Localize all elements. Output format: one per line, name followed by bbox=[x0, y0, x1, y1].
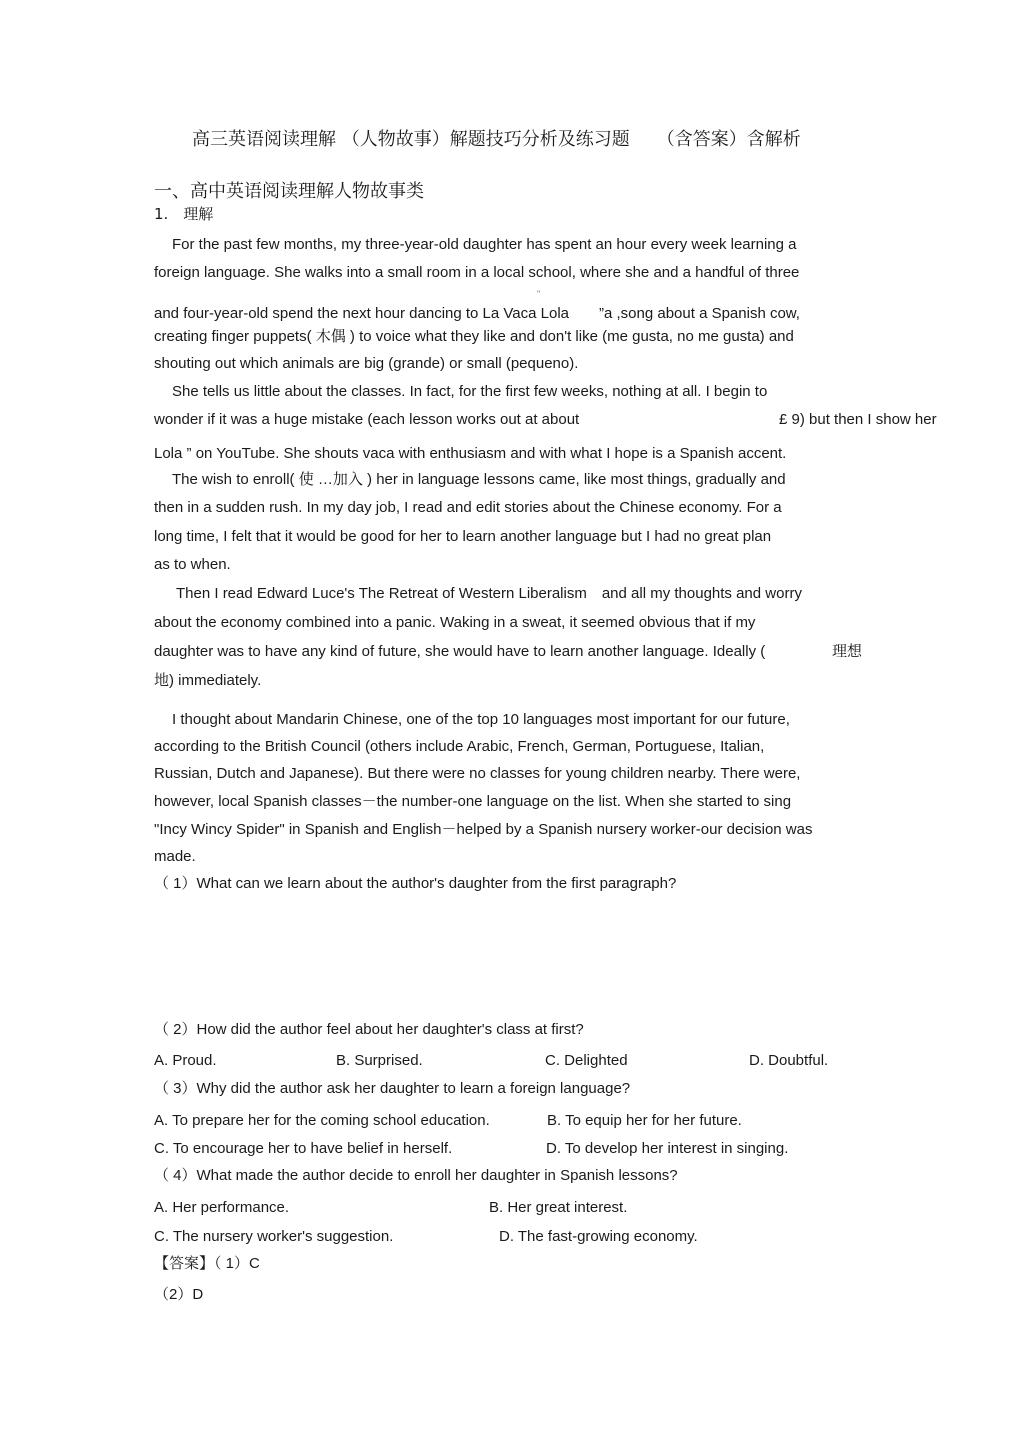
passage-line: 理想 bbox=[832, 643, 863, 660]
passage-line: 地) immediately. bbox=[154, 672, 262, 689]
option-c[interactable]: C. Delighted bbox=[545, 1052, 628, 1069]
passage-line: Russian, Dutch and Japanese). But there were no classes for young children nearby. There were, bbox=[154, 765, 801, 782]
passage-line: according to the British Council (others include Arabic, French, German, Portuguese, Italian, bbox=[154, 738, 765, 755]
option-a[interactable]: A. To prepare her for the coming school education. bbox=[154, 1112, 490, 1129]
option-c[interactable]: C. To encourage her to have belief in herself. bbox=[154, 1140, 453, 1157]
passage-line: then in a sudden rush. In my day job, I read and edit stories about the Chinese economy. For a bbox=[154, 499, 782, 516]
answer-line: （2）D bbox=[154, 1286, 204, 1303]
passage-line: and four-year-old spend the next hour dancing to La Vaca Lola ”a ,song about a Spanish cow, bbox=[154, 305, 800, 322]
passage-line: £ 9) but then I show her bbox=[779, 411, 937, 428]
passage-line: as to when. bbox=[154, 556, 231, 573]
passage-line: I thought about Mandarin Chinese, one of the top 10 languages most important for our future, bbox=[172, 711, 790, 728]
passage-line: wonder if it was a huge mistake (each lesson works out at about bbox=[154, 411, 580, 428]
page-title: 高三英语阅读理解 （人物故事）解题技巧分析及练习题 （含答案）含解析 bbox=[192, 129, 801, 150]
answer-line: 【答案】（ 1）C bbox=[154, 1255, 260, 1272]
passage-line: daughter was to have any kind of future, she would have to learn another language. Ideally ( bbox=[154, 643, 766, 660]
option-b[interactable]: B. Surprised. bbox=[336, 1052, 423, 1069]
passage-line: "Incy Wincy Spider" in Spanish and English－helped by a Spanish nursery worker-our decision was bbox=[154, 821, 813, 838]
question-stem: （ 4）What made the author decide to enroll her daughter in Spanish lessons? bbox=[154, 1167, 678, 1184]
option-b[interactable]: B. To equip her for her future. bbox=[547, 1112, 742, 1129]
question-stem: （ 1）What can we learn about the author's daughter from the first paragraph? bbox=[154, 875, 677, 892]
option-d[interactable]: D. To develop her interest in singing. bbox=[546, 1140, 789, 1157]
passage-line: foreign language. She walks into a small room in a local school, where she and a handful of three bbox=[154, 264, 800, 281]
passage-line: made. bbox=[154, 848, 196, 865]
passage-line: about the economy combined into a panic. Waking in a sweat, it seemed obvious that if my bbox=[154, 614, 756, 631]
passage-line: She tells us little about the classes. In fact, for the first few weeks, nothing at all. I begin to bbox=[172, 383, 768, 400]
question-stem: （ 2）How did the author feel about her daughter's class at first? bbox=[154, 1021, 584, 1038]
section-heading: 一、高中英语阅读理解人物故事类 bbox=[154, 181, 424, 202]
question-number: 1. 理解 bbox=[154, 205, 214, 223]
passage-line: long time, I felt that it would be good for her to learn another language but I had no great plan bbox=[154, 528, 772, 545]
option-d[interactable]: D. Doubtful. bbox=[749, 1052, 829, 1069]
option-b[interactable]: B. Her great interest. bbox=[489, 1199, 628, 1216]
question-stem: （ 3）Why did the author ask her daughter to learn a foreign language? bbox=[154, 1080, 631, 1097]
passage-line: The wish to enroll( 使 …加入 ) her in language lessons came, like most things, gradually and bbox=[172, 471, 786, 488]
option-c[interactable]: C. The nursery worker's suggestion. bbox=[154, 1228, 394, 1245]
option-d[interactable]: D. The fast-growing economy. bbox=[499, 1228, 698, 1245]
passage-line: creating finger puppets( 木偶 ) to voice what they like and don't like (me gusta, no me gusta) and bbox=[154, 328, 794, 345]
passage-line: Lola ” on YouTube. She shouts vaca with enthusiasm and with what I hope is a Spanish accent. bbox=[154, 445, 787, 462]
passage-line: Then I read Edward Luce's The Retreat of Western Liberalism and all my thoughts and worry bbox=[176, 585, 802, 602]
passage-line: however, local Spanish classes－the number-one language on the list. When she started to sing bbox=[154, 793, 792, 810]
option-a[interactable]: A. Proud. bbox=[154, 1052, 217, 1069]
passage-line: For the past few months, my three-year-old daughter has spent an hour every week learning a bbox=[172, 236, 797, 253]
option-a[interactable]: A. Her performance. bbox=[154, 1199, 290, 1216]
passage-line: shouting out which animals are big (grande) or small (pequeno). bbox=[154, 355, 579, 372]
quote-mark: " bbox=[537, 289, 541, 299]
